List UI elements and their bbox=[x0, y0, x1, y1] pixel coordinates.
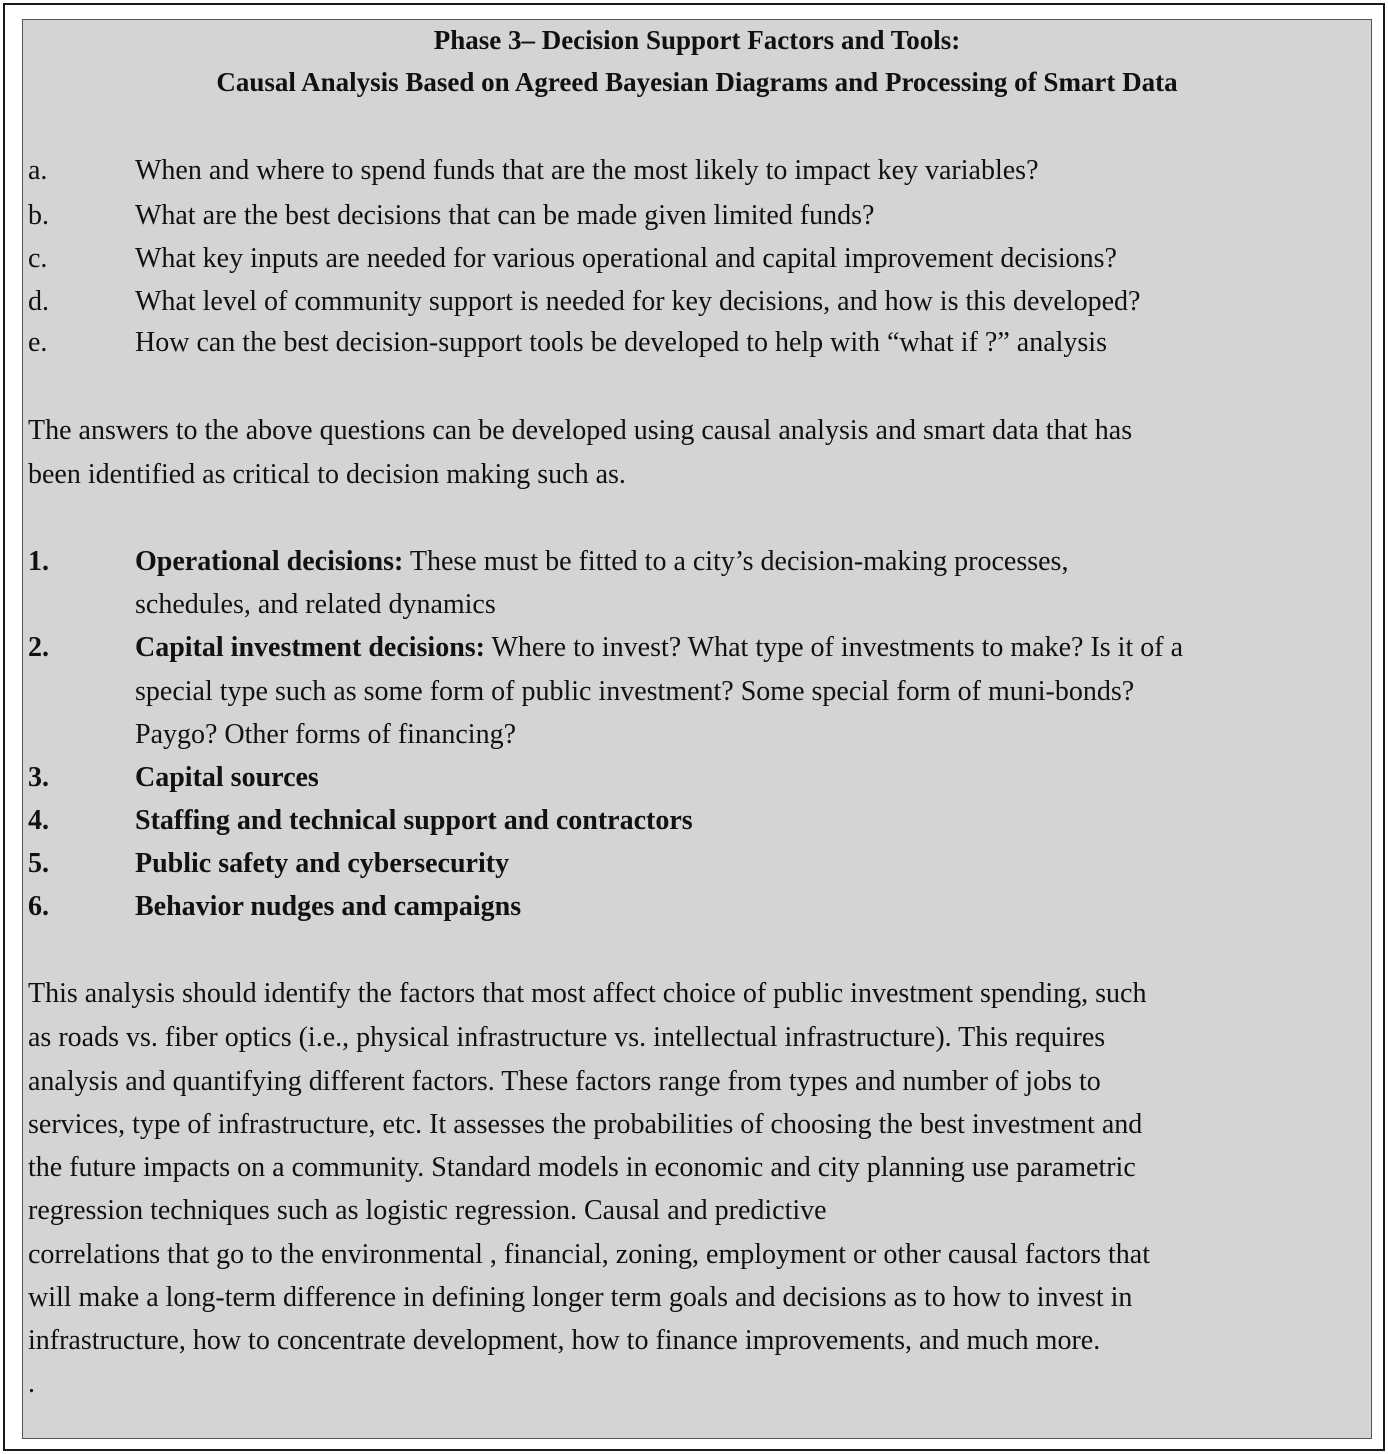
decision-marker: 5. bbox=[28, 848, 49, 879]
decision-heading: Behavior nudges and campaigns bbox=[135, 891, 522, 922]
decision-item bbox=[135, 631, 1183, 665]
decision-marker: 4. bbox=[28, 805, 49, 836]
decision-heading: Staffing and technical support and contractors bbox=[135, 805, 693, 836]
question-text: When and where to spend funds that are the most likely to impact key variables? bbox=[135, 155, 1039, 186]
question-marker: a. bbox=[28, 155, 48, 186]
question-marker: b. bbox=[28, 200, 49, 231]
decision-marker: 2. bbox=[28, 632, 49, 663]
decision-heading: Public safety and cybersecurity bbox=[135, 848, 510, 879]
paragraph-line: been identified as critical to decision making such as. bbox=[28, 459, 626, 490]
decision-text: Paygo? Other forms of financing? bbox=[135, 719, 516, 750]
decision-marker: 6. bbox=[28, 891, 49, 922]
decision-text: schedules, and related dynamics bbox=[135, 589, 496, 620]
decision-text: special type such as some form of public investment? Some special form of muni-bonds? bbox=[135, 676, 1135, 707]
paragraph-line: The answers to the above questions can be developed using causal analysis and smart data that has bbox=[28, 415, 1133, 446]
paragraph-line: the future impacts on a community. Standard models in economic and city planning use parametric bbox=[28, 1152, 1136, 1183]
decision-heading: Capital sources bbox=[135, 762, 319, 793]
question-marker: d. bbox=[28, 286, 49, 317]
paragraph-line: . bbox=[28, 1368, 35, 1399]
decision-item bbox=[135, 890, 521, 924]
decision-marker: 3. bbox=[28, 762, 49, 793]
decision-item bbox=[135, 804, 693, 838]
decision-text: These must be fitted to a city’s decision-making processes, bbox=[403, 546, 1069, 577]
title-line-1: Phase 3– Decision Support Factors and Tools: bbox=[433, 25, 961, 55]
paragraph-line: analysis and quantifying different factors. These factors range from types and number of jobs to bbox=[28, 1066, 1101, 1097]
question-marker: c. bbox=[28, 243, 48, 274]
question-marker: e. bbox=[28, 327, 48, 358]
decision-marker: 1. bbox=[28, 546, 49, 577]
paragraph-line: as roads vs. fiber optics (i.e., physical infrastructure vs. intellectual infrastructure). This requires bbox=[28, 1022, 1106, 1053]
paragraph-line: services, type of infrastructure, etc. It assesses the probabilities of choosing the best investment and bbox=[28, 1109, 1143, 1140]
decision-heading: Capital investment decisions: bbox=[135, 632, 485, 663]
question-text: How can the best decision-support tools be developed to help with “what if ?” analysis bbox=[135, 327, 1107, 358]
paragraph-line: This analysis should identify the factors that most affect choice of public investment spending, such bbox=[28, 978, 1147, 1009]
decision-text: Where to invest? What type of investments to make? Is it of a bbox=[485, 632, 1183, 663]
paragraph-line: will make a long-term difference in defining longer term goals and decisions as to how to invest in bbox=[28, 1282, 1133, 1313]
question-text: What key inputs are needed for various operational and capital improvement decisions? bbox=[135, 243, 1117, 274]
decision-heading: Operational decisions: bbox=[135, 546, 404, 577]
title-line-2: Causal Analysis Based on Agreed Bayesian Diagrams and Processing of Smart Data bbox=[216, 67, 1178, 97]
content-panel bbox=[22, 19, 1372, 1439]
question-text: What are the best decisions that can be made given limited funds? bbox=[135, 200, 875, 231]
paragraph-line: correlations that go to the environmental , financial, zoning, employment or other causal factors that bbox=[28, 1239, 1150, 1270]
decision-item bbox=[135, 545, 1068, 579]
decision-item bbox=[135, 761, 319, 795]
outer-frame bbox=[3, 3, 1385, 1451]
question-text: What level of community support is needed for key decisions, and how is this developed? bbox=[135, 286, 1141, 317]
decision-item bbox=[135, 847, 509, 881]
paragraph-line: infrastructure, how to concentrate development, how to finance improvements, and much more. bbox=[28, 1325, 1101, 1356]
paragraph-line: regression techniques such as logistic regression. Causal and predictive bbox=[28, 1195, 827, 1226]
